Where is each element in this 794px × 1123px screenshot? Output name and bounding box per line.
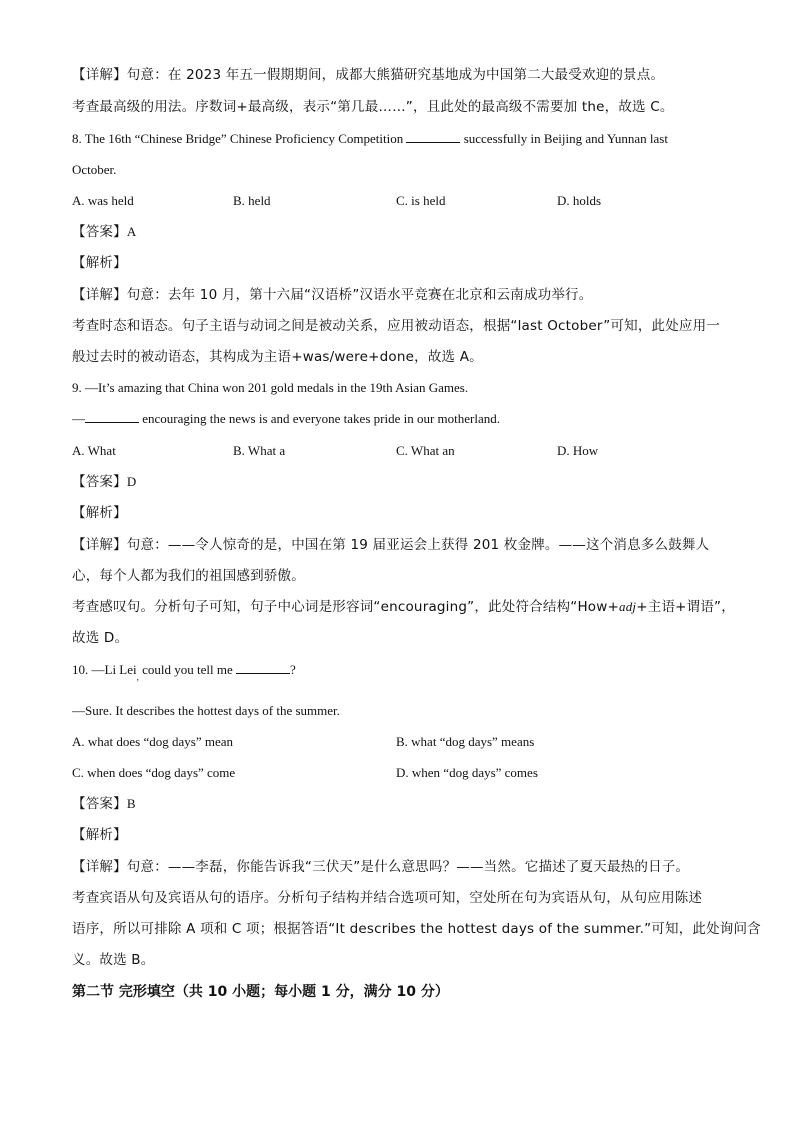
q9-stem: 9. —It’s amazing that China won 201 gold medals in the 19th Asian Games. [72, 380, 469, 395]
q9-detail-line-1: 【详解】句意：——令人惊奇的是，中国在第 19 届亚运会上获得 201 枚金牌。——这个消息多么鼓舞人 [72, 537, 710, 553]
q9-answer-tag: 【答案】 [72, 474, 127, 490]
q8-stem-part-a: 8. The 16th “Chinese Bridge” Chinese Proficiency Competition [72, 131, 404, 146]
q8-answer [72, 223, 722, 241]
q8-detail-line-2: 考查时态和语态。句子主语与动词之间是被动关系，应用被动语态，根据“last October”可知，此处应用一 [72, 318, 721, 334]
q9-detail-line-3 [72, 598, 735, 616]
q9-answer [72, 473, 722, 491]
q9-stem-reply [72, 410, 722, 428]
q8-answer-tag: 【答案】 [72, 224, 127, 240]
q9-option-b: B. What a [233, 443, 286, 458]
q10-blank [236, 661, 290, 674]
q10-option-a: A. what does “dog days” mean [72, 734, 234, 749]
q10-option-b: B. what “dog days” means [396, 734, 535, 749]
q7-detail-line-2: 考查最高级的用法。序数词+最高级，表示“第几最……”，且此处的最高级不需要加 the，故选 C。 [72, 99, 674, 115]
q10-reply: —Sure. It describes the hottest days of the summer. [72, 703, 340, 718]
q8-detail-line-1: 【详解】句意：去年 10 月，第十六届“汉语桥”汉语水平竞赛在北京和云南成功举行。 [72, 287, 593, 303]
q9-blank [85, 410, 139, 423]
q9-answer-value: D [126, 474, 137, 489]
q10-option-c: C. when does “dog days” come [72, 765, 236, 780]
q9-analysis-tag: 【解析】 [72, 505, 127, 521]
section-heading: 第二节 完形填空（共 10 小题；每小题 1 分，满分 10 分） [72, 984, 449, 1000]
q9-dash: — [72, 411, 85, 426]
q10-detail-line-3: 语序，所以可排除 A 项和 C 项；根据答语“It describes the hottest days of the summer.”可知，此处询问含 [72, 921, 761, 937]
q7-detail-line-1: 【详解】句意：在 2023 年五一假期期间，成都大熊猫研究基地成为中国第二大最受欢迎的景点。 [72, 67, 665, 83]
q10-answer-value: B [126, 796, 136, 811]
q9-detail-3a: 考查感叹句。分析句子可知，句子中心词是形容词“encouraging”，此处符合结构“How+ [72, 599, 620, 615]
q8-answer-value: A [126, 224, 137, 239]
q8-detail-line-3: 般过去时的被动语态，其构成为主语+was/were+done，故选 A。 [72, 349, 483, 365]
q10-analysis-tag: 【解析】 [72, 827, 127, 843]
q9-option-a: A. What [72, 443, 116, 458]
q8-stem-cont: October. [72, 162, 117, 177]
q9-option-d: D. How [557, 443, 599, 458]
q9-detail-line-2: 心，每个人都为我们的祖国感到骄傲。 [72, 568, 305, 584]
q10-stem-c: ? [290, 662, 296, 677]
q10-answer [72, 795, 722, 813]
q8-option-a: A. was held [72, 193, 134, 208]
q10-stem [72, 661, 722, 680]
q10-answer-tag: 【答案】 [72, 796, 127, 812]
q8-option-d: D. holds [557, 193, 602, 208]
q8-analysis-tag: 【解析】 [72, 255, 127, 271]
q9-detail-line-4: 故选 D。 [72, 630, 129, 646]
q8-stem-part-b: successfully in Beijing and Yunnan last [463, 131, 668, 146]
q9-reply-text: encouraging the news is and everyone takes pride in our motherland. [142, 411, 500, 426]
q10-detail-line-4: 义。故选 B。 [72, 952, 155, 968]
q10-detail-line-1: 【详解】句意：——李磊，你能告诉我“三伏天”是什么意思吗？——当然。它描述了夏天最热的日子。 [72, 859, 690, 875]
q9-detail-adj: adj [619, 599, 637, 614]
q10-stem-a: 10. —Li Lei [72, 662, 137, 677]
q10-comma: , [136, 672, 139, 682]
q9-option-c: C. What an [396, 443, 455, 458]
q10-detail-line-2: 考查宾语从句及宾语从句的语序。分析句子结构并结合选项可知，空处所在句为宾语从句，从句应用陈述 [72, 890, 703, 906]
q8-option-c: C. is held [396, 193, 446, 208]
q9-detail-3b: +主语+谓语”， [636, 599, 735, 615]
q8-stem [72, 130, 722, 148]
q10-option-d: D. when “dog days” comes [396, 765, 538, 780]
q8-option-b: B. held [233, 193, 271, 208]
q10-stem-b: could you tell me [142, 662, 233, 677]
q8-blank [406, 130, 460, 143]
